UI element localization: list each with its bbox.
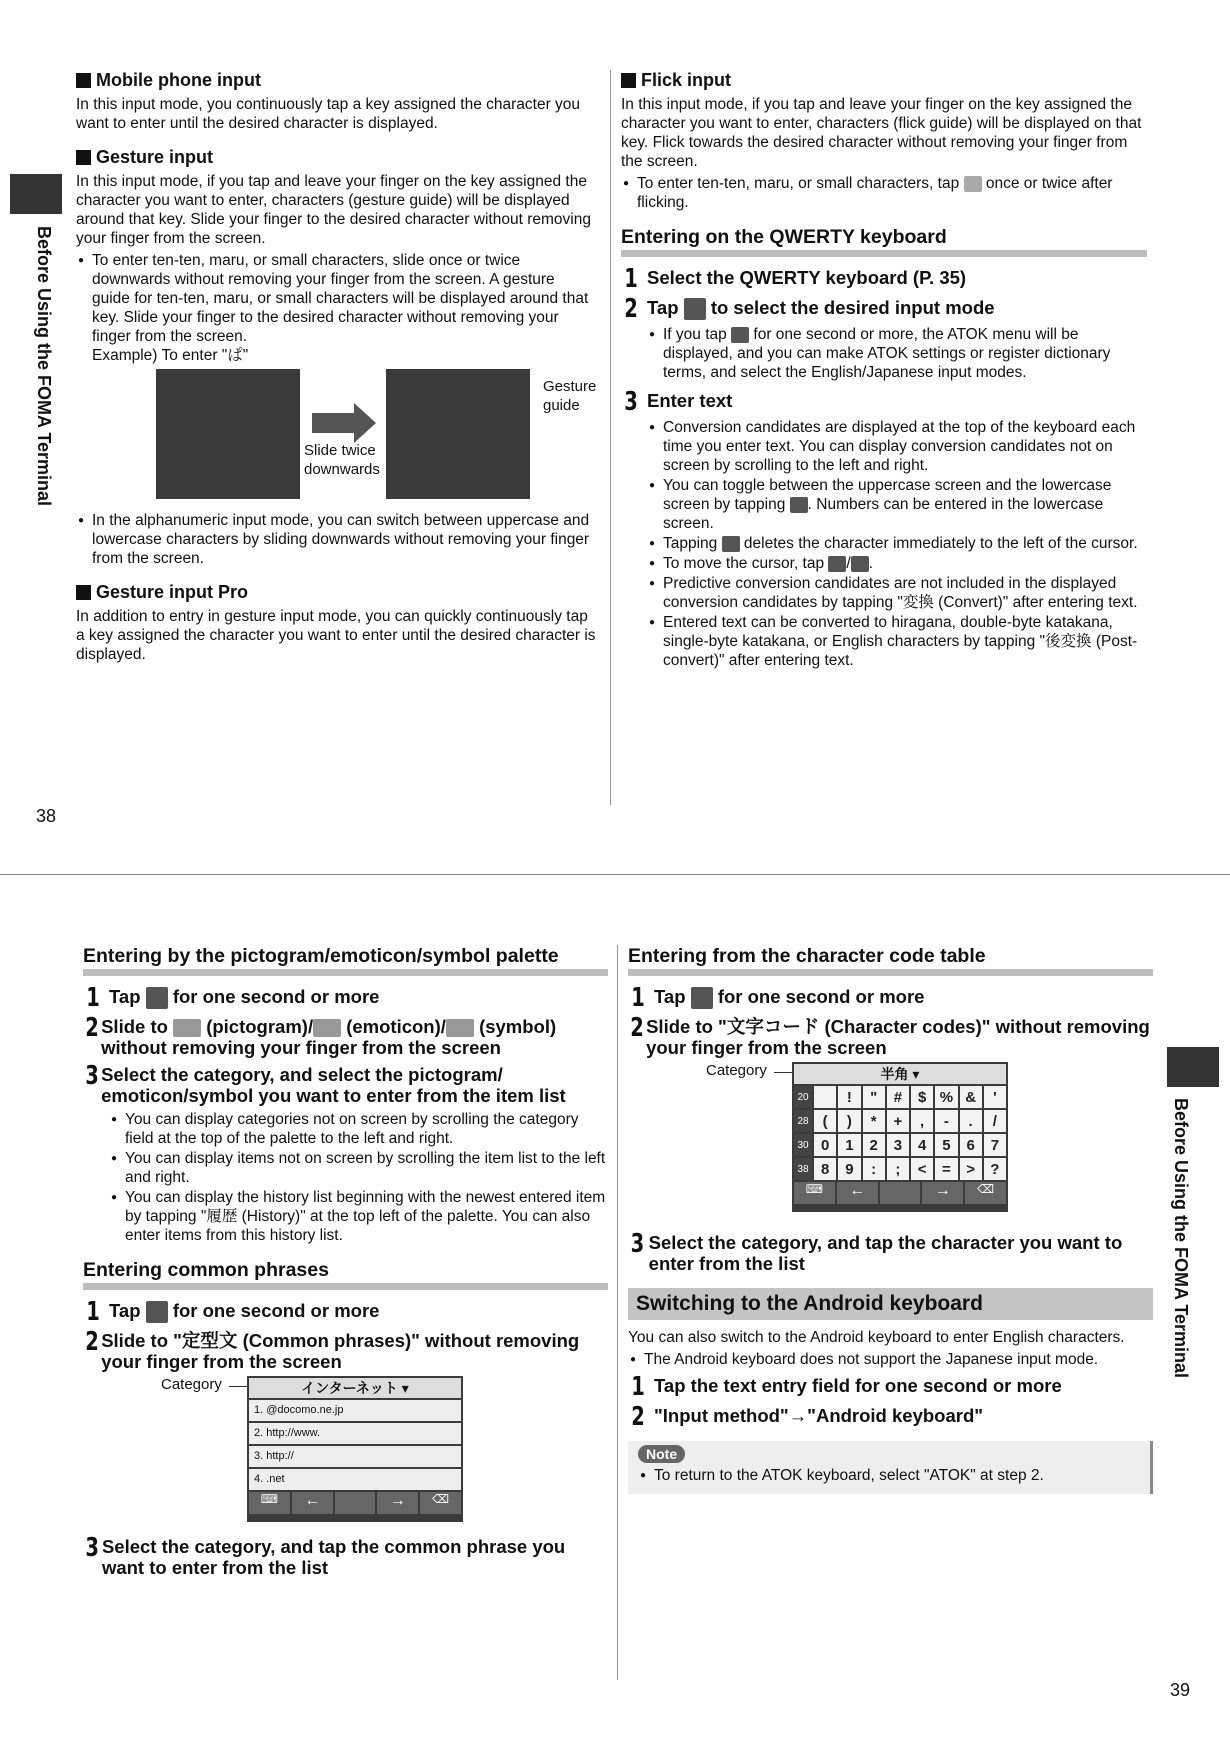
- small-char-key-icon: [964, 176, 982, 192]
- arrow-right-icon[interactable]: →: [922, 1182, 963, 1204]
- code-cell[interactable]: 5: [935, 1134, 957, 1156]
- gesture-bullet-1: ● To enter ten-ten, maru, or small characters, slide once or twice downwards without removing your finger from the screen. A gesture guide for ten-ten, maru, or small characters will be displayed around that key. Slide your finger to the desired character without removing your finger from the screen. Example) To enter "ぱ": [76, 251, 596, 365]
- mobile-input-text: In this input mode, you continuously tap a key assigned the character you want to enter until the desired character is displayed.: [76, 96, 581, 132]
- blank-key: [335, 1492, 376, 1514]
- code-step-3: 3 Select the category, and tap the character you want to enter from the list: [630, 1229, 1123, 1274]
- keyboard-key-icon: [146, 987, 168, 1009]
- code-cell[interactable]: &: [960, 1086, 982, 1108]
- picto-step-3: 3 Select the category, and select the pictogram/ emoticon/symbol you want to enter from the item list: [85, 1061, 566, 1107]
- keyboard-screenshot-before: [156, 369, 300, 499]
- picto-step-2: 2 Slide to (pictogram)/ (emoticon)/ (symbol) without removing your finger from the screen: [85, 1013, 557, 1059]
- code-row-label: 28: [794, 1110, 812, 1132]
- keyboard-icon[interactable]: ⌨: [249, 1492, 290, 1514]
- qwerty-section-title: Entering on the QWERTY keyboard: [621, 226, 1147, 257]
- code-cell[interactable]: !: [838, 1086, 860, 1108]
- code-cell[interactable]: .: [960, 1110, 982, 1132]
- common-phrases-screen: [247, 1376, 463, 1522]
- code-category-label: Category: [706, 1062, 767, 1079]
- gesture-guide-label: Gesture guide: [543, 378, 597, 414]
- code-row-label: 20: [794, 1086, 812, 1108]
- common-phrases-figure: [83, 1376, 608, 1526]
- picto-step-1: 1 Tap for one second or more: [86, 983, 380, 1013]
- code-cell[interactable]: 2: [863, 1134, 885, 1156]
- android-bullet: ● The Android keyboard does not support the Japanese input mode.: [628, 1350, 1153, 1369]
- code-cell[interactable]: #: [887, 1086, 909, 1108]
- flick-input-heading: Flick input: [621, 70, 1147, 91]
- qwerty-step-3: 3 Enter text: [624, 387, 733, 417]
- note-box: [628, 1441, 1153, 1494]
- code-table-screen: [792, 1062, 1008, 1212]
- picto-section-title: Entering by the pictogram/emoticon/symbol palette: [83, 945, 608, 976]
- page-separator: [0, 874, 1230, 875]
- flick-bullets: [621, 174, 1147, 212]
- code-cell[interactable]: /: [984, 1110, 1006, 1132]
- cursor-left-icon: [828, 556, 846, 572]
- side-tab-block-right: [1167, 1047, 1219, 1087]
- arrow-right-icon: [354, 403, 376, 443]
- gesture-pro-text: In addition to entry in gesture input mode, you can quickly continuously tap a key assigned the character you want to enter until the desired character is displayed.: [76, 608, 596, 663]
- picto-bullets: [109, 1110, 608, 1245]
- code-cell[interactable]: %: [935, 1086, 957, 1108]
- input-mode-key-icon: [684, 298, 706, 320]
- cursor-right-icon: [851, 556, 869, 572]
- side-title-right: Before Using the FOMA Terminal: [1171, 1098, 1191, 1379]
- android-bullets: [628, 1350, 1153, 1369]
- code-cell[interactable]: $: [911, 1086, 933, 1108]
- note-text: ● To return to the ATOK keyboard, select "ATOK" at step 2.: [638, 1466, 1140, 1485]
- code-cell[interactable]: 4: [911, 1134, 933, 1156]
- qwerty-step-2: 2 Tap to select the desired input mode: [624, 294, 995, 324]
- code-cell[interactable]: ?: [984, 1158, 1006, 1180]
- qwerty-step-1: 1 Select the QWERTY keyboard (P. 35): [624, 264, 967, 294]
- page-number-39: 39: [1170, 1680, 1191, 1700]
- android-text: You can also switch to the Android keyboard to enter English characters.: [628, 1329, 1125, 1346]
- common-category-header[interactable]: インターネット ▾: [249, 1378, 461, 1398]
- code-cell[interactable]: 1: [838, 1134, 860, 1156]
- qwerty-bullet-5: ● Predictive conversion candidates are not included in the displayed conversion candidates by tapping "変換 (Convert)" after entering text.: [647, 574, 1147, 612]
- code-grid: [794, 1086, 1006, 1180]
- qwerty-bullet-3: ● Tapping deletes the character immediately to the left of the cursor.: [647, 534, 1147, 553]
- arrow-left-icon[interactable]: ←: [292, 1492, 333, 1514]
- emoticon-icon: [313, 1019, 341, 1037]
- picto-bullet-2: ● You can display items not on screen by scrolling the item list to the left and right.: [109, 1149, 608, 1187]
- code-cell[interactable]: ": [863, 1086, 885, 1108]
- top-left-column: [76, 70, 596, 664]
- code-step-1: 1 Tap for one second or more: [631, 983, 925, 1013]
- common-step-2: 2 Slide to "定型文 (Common phrases)" without removing your finger from the screen: [85, 1327, 580, 1373]
- atok-menu-bullet: ● If you tap for one second or more, the ATOK menu will be displayed, and you can make ATOK settings or register dictionary terms, and select the English/Japanese input modes.: [647, 325, 1147, 382]
- qwerty-bullet-1: ● Conversion candidates are displayed at the top of the keyboard each time you enter text. You can display conversion candidates not on screen by scrolling to the left and right.: [647, 418, 1147, 475]
- flick-input-text: In this input mode, if you tap and leave your finger on the key assigned the character you want to enter, characters (flick guide) will be displayed on that key. Flick towards the desired character without removing your finger from the screen.: [621, 96, 1142, 170]
- top-right-column: [621, 70, 1147, 671]
- code-cell[interactable]: >: [960, 1158, 982, 1180]
- keyboard-key-icon: [691, 987, 713, 1009]
- android-step-1: 1 Tap the text entry field for one second or more: [631, 1372, 1062, 1402]
- code-row-label: 30: [794, 1134, 812, 1156]
- common-phrase-item-1[interactable]: 1. @docomo.ne.jp: [249, 1400, 461, 1421]
- bottom-left-column: [83, 945, 608, 1582]
- gesture-input-heading: Gesture input: [76, 147, 596, 168]
- qwerty-step3-bullets: [647, 418, 1147, 670]
- android-step-2: 2 "Input method"→"Android keyboard": [631, 1402, 984, 1432]
- page-number-38: 38: [36, 806, 57, 826]
- arrow-right-icon[interactable]: →: [377, 1492, 418, 1514]
- gesture-input-text: In this input mode, if you tap and leave your finger on the key assigned the character you want to enter, characters (gesture guide) will be displayed around that key. Slide your finger to the desired character without removing your finger from the screen.: [76, 173, 591, 247]
- code-cell[interactable]: 0: [814, 1134, 836, 1156]
- arrow-shaft: [312, 413, 354, 433]
- code-row-label: 38: [794, 1158, 812, 1180]
- gesture-example: Example) To enter "ぱ": [92, 347, 249, 364]
- picto-bullet-1: ● You can display categories not on screen by scrolling the category field at the top of the palette to the left and right.: [109, 1110, 608, 1148]
- gesture-figure: [76, 369, 596, 505]
- slide-twice-label: Slide twice downwards: [304, 442, 380, 478]
- keyboard-icon[interactable]: ⌨: [794, 1182, 835, 1204]
- code-cell[interactable]: 9: [838, 1158, 860, 1180]
- note-badge: Note: [638, 1445, 685, 1463]
- code-cell[interactable]: 3: [887, 1134, 909, 1156]
- common-phrase-item-4[interactable]: 4. .net: [249, 1469, 461, 1490]
- qwerty-bullet-2: ● You can toggle between the uppercase screen and the lowercase screen by tapping . Numbers can be entered in the lowercase screen.: [647, 476, 1147, 533]
- common-step-1: 1 Tap for one second or more: [86, 1297, 380, 1328]
- shift-key-icon: [790, 497, 808, 513]
- qwerty-step2-bullets: [647, 325, 1147, 382]
- common-phrases-toolbar: [249, 1492, 461, 1514]
- common-phrase-item-2[interactable]: 2. http://www.: [249, 1423, 461, 1444]
- gesture-bullets: [76, 251, 596, 365]
- code-cell[interactable]: 8: [814, 1158, 836, 1180]
- common-section-title: Entering common phrases: [83, 1259, 608, 1290]
- android-section-title: Switching to the Android keyboard: [628, 1288, 1153, 1320]
- gesture-bullets-2: [76, 511, 596, 568]
- backspace-icon[interactable]: ⌫: [965, 1182, 1006, 1204]
- bottom-column-divider: [617, 945, 618, 1680]
- code-cell[interactable]: -: [935, 1110, 957, 1132]
- code-cell[interactable]: [814, 1086, 836, 1108]
- code-cell[interactable]: +: [887, 1110, 909, 1132]
- code-category-header[interactable]: 半角 ▾: [794, 1064, 1006, 1084]
- mobile-input-heading: Mobile phone input: [76, 70, 596, 91]
- code-cell[interactable]: <: [911, 1158, 933, 1180]
- symbol-icon: [446, 1019, 474, 1037]
- picto-bullet-3: ● You can display the history list beginning with the newest entered item by tapping "履歴 (History)" at the top left of the palette. You can also enter items from this history list.: [109, 1188, 608, 1245]
- blank-key: [880, 1182, 921, 1204]
- code-cell[interactable]: 6: [960, 1134, 982, 1156]
- common-phrase-item-3[interactable]: 3. http://: [249, 1446, 461, 1467]
- pictogram-icon: [173, 1019, 201, 1037]
- code-cell[interactable]: ): [838, 1110, 860, 1132]
- code-cell[interactable]: =: [935, 1158, 957, 1180]
- gesture-bullet-2: ● In the alphanumeric input mode, you can switch between uppercase and lowercase characters by sliding downwards without removing your finger from the screen.: [76, 511, 596, 568]
- keyboard-key-icon: [146, 1301, 168, 1323]
- code-cell[interactable]: *: [863, 1110, 885, 1132]
- backspace-icon[interactable]: ⌫: [420, 1492, 461, 1514]
- code-cell[interactable]: ;: [887, 1158, 909, 1180]
- code-cell[interactable]: ': [984, 1086, 1006, 1108]
- flick-bullet: ● To enter ten-ten, maru, or small characters, tap once or twice after flicking.: [621, 174, 1147, 212]
- code-table-toolbar: [794, 1182, 1006, 1204]
- bottom-right-column: [628, 945, 1153, 1494]
- code-cell[interactable]: ,: [911, 1110, 933, 1132]
- code-step-2: 2 Slide to "文字コード (Character codes)" without removing your finger from the screen: [630, 1013, 1150, 1058]
- code-cell[interactable]: 7: [984, 1134, 1006, 1156]
- keyboard-screenshot-after: [386, 369, 530, 499]
- code-table-figure: [628, 1062, 1153, 1222]
- code-cell[interactable]: :: [863, 1158, 885, 1180]
- arrow-left-icon[interactable]: ←: [837, 1182, 878, 1204]
- delete-key-icon: [722, 536, 740, 552]
- atok-key-icon: [731, 327, 749, 343]
- qwerty-bullet-4: ● To move the cursor, tap / .: [647, 554, 1147, 573]
- code-section-title: Entering from the character code table: [628, 945, 1153, 976]
- code-cell[interactable]: (: [814, 1110, 836, 1132]
- common-category-label: Category: [161, 1376, 222, 1394]
- top-column-divider: [610, 70, 611, 805]
- side-tab-block: [10, 174, 62, 214]
- side-title: Before Using the FOMA Terminal: [34, 226, 54, 507]
- gesture-pro-heading: Gesture input Pro: [76, 582, 596, 603]
- common-step-3: 3 Select the category, and tap the common phrase you want to enter from the list: [85, 1533, 566, 1579]
- qwerty-bullet-6: ● Entered text can be converted to hiragana, double-byte katakana, single-byte katakana, or English characters by tapping "後変換 (Post-convert)" after entering text.: [647, 613, 1147, 670]
